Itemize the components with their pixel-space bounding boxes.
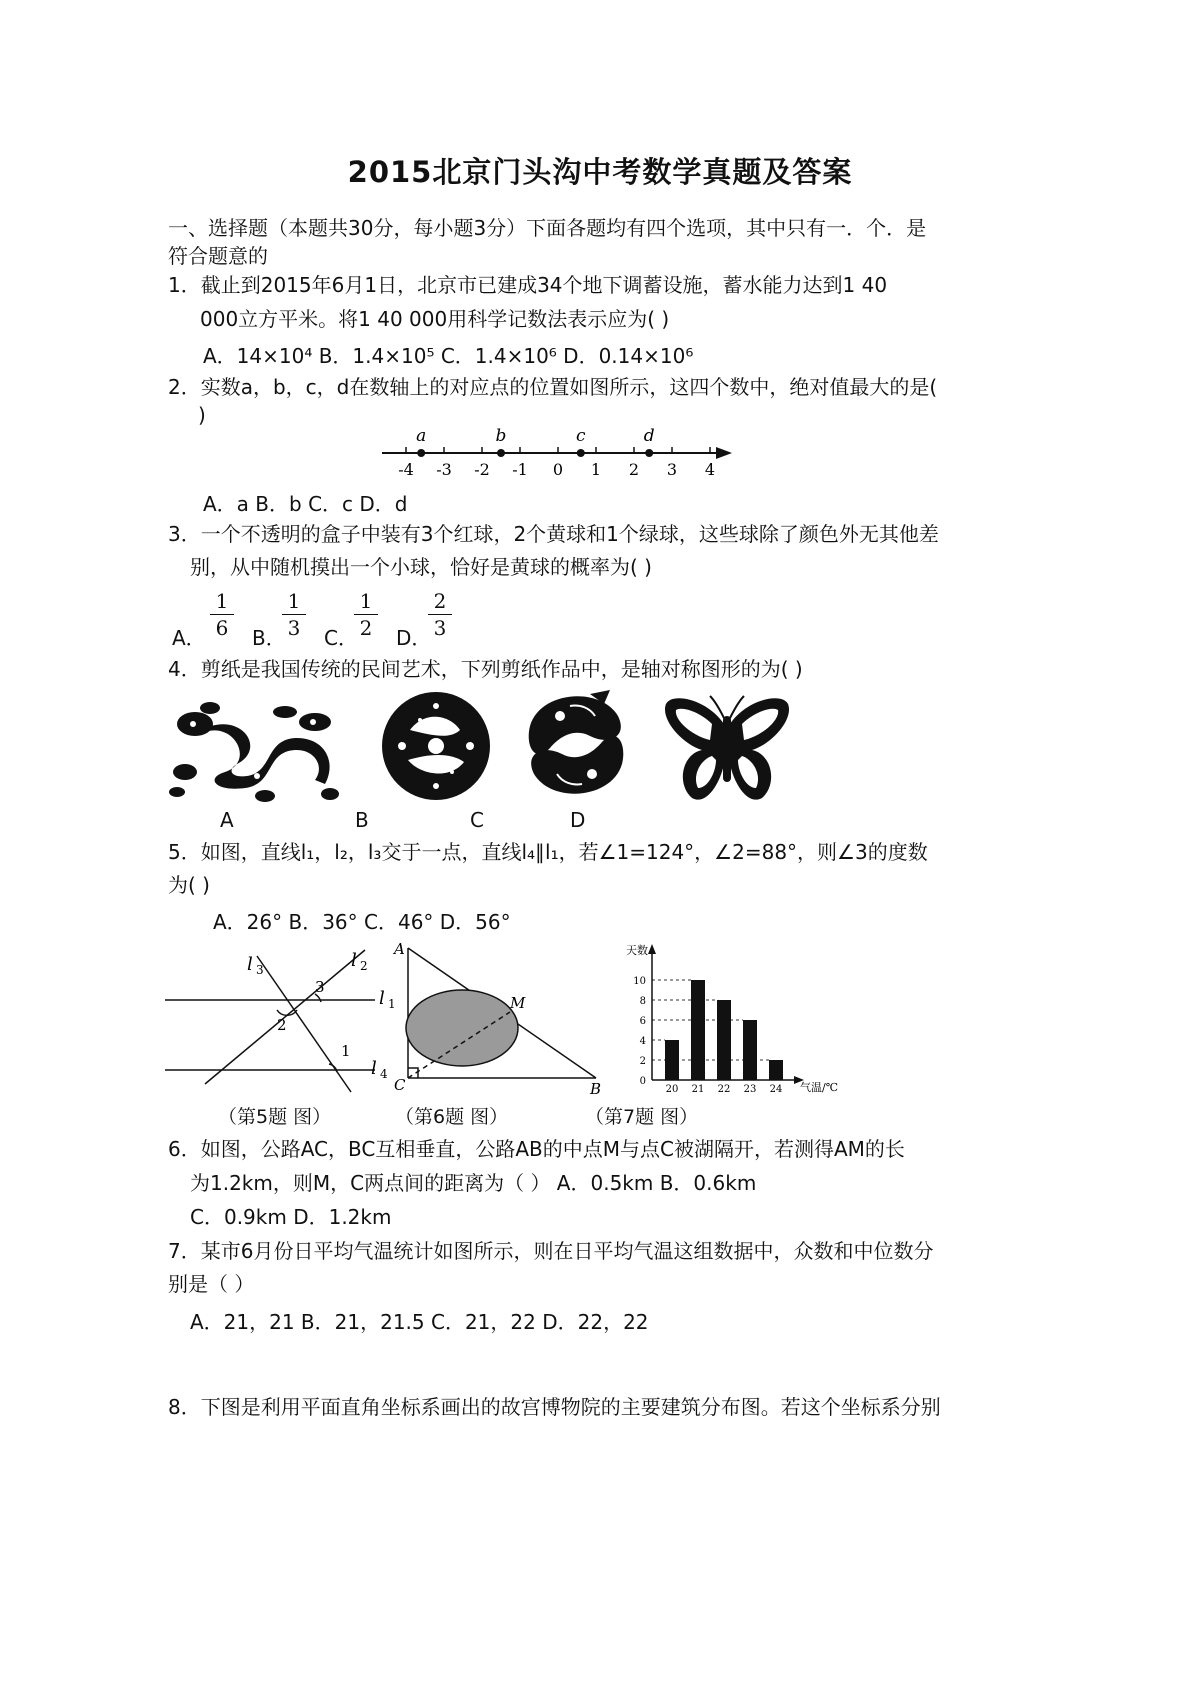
chart-xtick-label: 24 bbox=[769, 1084, 783, 1095]
q2-line2: ) bbox=[198, 403, 206, 427]
chart-xtick-label: 21 bbox=[691, 1084, 705, 1095]
q3-fraction-b bbox=[282, 588, 306, 641]
fish-papercut-icon bbox=[520, 686, 632, 804]
fraction-numerator: 1 bbox=[354, 588, 378, 615]
butterfly-papercut-icon bbox=[662, 694, 792, 806]
q7-line1: 7．某市6月份日平均气温统计如图所示，则在日平均气温这组数据中，众数和中位数分 bbox=[168, 1239, 934, 1263]
numberline-point-c bbox=[577, 449, 585, 457]
q1-line2: 000立方平米。将1 40 000用科学记数法表示应为( ) bbox=[200, 307, 670, 331]
chart-ytick-label: 4 bbox=[639, 1036, 646, 1047]
numberline-point-label: c bbox=[576, 426, 586, 446]
fig6-label-a: A bbox=[394, 940, 405, 958]
dragon-papercut-icon bbox=[165, 692, 345, 804]
q4-label-c: C bbox=[470, 808, 484, 832]
q4-label-a: A bbox=[220, 808, 234, 832]
q6-line2: 为1.2km，则M，C两点间的距离为（ ） A．0.5km B．0.6km bbox=[190, 1171, 757, 1195]
chart-bar-20 bbox=[665, 1040, 679, 1080]
fig6-label-c: C bbox=[394, 1076, 406, 1094]
numberline-tick-label: 1 bbox=[590, 460, 602, 479]
q3-fraction-c bbox=[354, 588, 378, 641]
figure-5-parallel-lines bbox=[165, 946, 405, 1096]
round-papercut-icon bbox=[380, 690, 492, 802]
fig5-sub-1: 1 bbox=[388, 997, 396, 1011]
fig5-sub-2: 2 bbox=[360, 959, 368, 973]
chart-xtick-label: 20 bbox=[665, 1084, 679, 1095]
chart-bar-22 bbox=[717, 1000, 731, 1080]
fig5-angle-1: 1 bbox=[341, 1042, 351, 1060]
fraction-denominator: 2 bbox=[359, 616, 373, 640]
q8-line1: 8．下图是利用平面直角坐标系画出的故宫博物院的主要建筑分布图。若这个坐标系分别 bbox=[168, 1395, 941, 1419]
fig5-label-l2: l bbox=[351, 950, 357, 971]
numberline-tick-label: 4 bbox=[704, 460, 716, 479]
numberline-point-a bbox=[417, 449, 425, 457]
section-header-line1: 一、选择题（本题共30分，每小题3分）下面各题均有四个选项，其中只有一．个．是 bbox=[168, 216, 927, 240]
q4-label-d: D bbox=[570, 808, 586, 832]
q3-option-b: B． bbox=[252, 626, 286, 650]
q4-label-b: B bbox=[355, 808, 369, 832]
chart-bar-21 bbox=[691, 980, 705, 1080]
fig5-label-l4: l bbox=[371, 1058, 377, 1079]
fig5-sub-4: 4 bbox=[380, 1067, 388, 1081]
q5-line2: 为( ) bbox=[168, 873, 210, 897]
numberline-point-label: d bbox=[643, 426, 655, 446]
fraction-numerator: 1 bbox=[282, 588, 306, 615]
fig6-label-b: B bbox=[590, 1080, 602, 1098]
q6-line3: C．0.9km D．1.2km bbox=[190, 1205, 392, 1229]
q4-line1: 4．剪纸是我国传统的民间艺术，下列剪纸作品中，是轴对称图形的为( ) bbox=[168, 657, 803, 681]
fraction-numerator: 2 bbox=[428, 588, 452, 615]
fraction-numerator: 1 bbox=[210, 588, 234, 615]
section-header-line2: 符合题意的 bbox=[168, 244, 268, 268]
fig5-angle-3: 3 bbox=[315, 978, 325, 996]
caption-figure-7: （第7题 图） bbox=[585, 1106, 699, 1128]
chart-xlabel: 气温/℃ bbox=[800, 1081, 839, 1094]
q3-line2: 别，从中随机摸出一个小球，恰好是黄球的概率为( ) bbox=[190, 555, 652, 579]
chart-ytick-label: 10 bbox=[633, 976, 646, 987]
chart-ytick-label: 0 bbox=[639, 1076, 646, 1087]
page-title: 2015北京门头沟中考数学真题及答案 bbox=[347, 155, 853, 189]
numberline-point-d bbox=[645, 449, 653, 457]
fig5-label-l3: l bbox=[247, 954, 253, 975]
fraction-denominator: 3 bbox=[287, 616, 301, 640]
fraction-denominator: 3 bbox=[433, 616, 447, 640]
caption-figure-5: （第5题 图） bbox=[218, 1106, 332, 1128]
q5-line1: 5．如图，直线l₁，l₂，l₃交于一点，直线l₄∥l₁，若∠1=124°，∠2=88°，则∠3的度数 bbox=[168, 840, 928, 864]
numberline-tick-label: 2 bbox=[628, 460, 640, 479]
chart-bar-24 bbox=[769, 1060, 783, 1080]
q7-options: A．21，21 B．21，21.5 C．21，22 D．22，22 bbox=[190, 1310, 649, 1334]
numberline-point-b bbox=[497, 449, 505, 457]
figure-6-triangle-lake bbox=[390, 940, 630, 1100]
numberline-tick-label: 0 bbox=[552, 460, 564, 479]
q3-fraction-d bbox=[428, 588, 452, 641]
q1-options: A．14×10⁴ B．1.4×10⁵ C．1.4×10⁶ D．0.14×10⁶ bbox=[203, 344, 694, 368]
chart-ytick-label: 8 bbox=[639, 996, 646, 1007]
q3-fraction-a bbox=[210, 588, 234, 641]
q2-options: A．a B．b C．c D．d bbox=[203, 492, 408, 516]
chart-xtick-label: 23 bbox=[743, 1084, 757, 1095]
numberline-tick-label: 3 bbox=[666, 460, 678, 479]
numberline-tick-label: -1 bbox=[512, 460, 528, 479]
number-line-figure bbox=[370, 425, 740, 485]
chart-ytick-label: 2 bbox=[639, 1056, 646, 1067]
q3-line1: 3．一个不透明的盒子中装有3个红球，2个黄球和1个绿球，这些球除了颜色外无其他差 bbox=[168, 522, 939, 546]
q6-line1: 6．如图，公路AC，BC互相垂直，公路AB的中点M与点C被湖隔开，若测得AM的长 bbox=[168, 1137, 905, 1161]
caption-figure-6: （第6题 图） bbox=[395, 1106, 509, 1128]
fig6-label-m: M bbox=[510, 994, 526, 1012]
q7-line2: 别是（ ） bbox=[168, 1272, 255, 1296]
chart-ytick-label: 6 bbox=[639, 1016, 646, 1027]
numberline-point-label: a bbox=[416, 426, 427, 446]
q2-line1: 2．实数a，b，c，d在数轴上的对应点的位置如图所示，这四个数中，绝对值最大的是( bbox=[168, 375, 938, 399]
chart-bar-23 bbox=[743, 1020, 757, 1080]
fig5-angle-2: 2 bbox=[277, 1016, 287, 1034]
numberline-tick-label: -2 bbox=[474, 460, 490, 479]
q1-line1: 1．截止到2015年6月1日，北京市已建成34个地下调蓄设施，蓄水能力达到1 40 bbox=[168, 273, 888, 297]
q3-option-c: C． bbox=[324, 626, 358, 650]
fig5-sub-3: 3 bbox=[256, 963, 264, 977]
figure-7-bar-chart bbox=[620, 940, 860, 1100]
fig5-label-l1: l bbox=[379, 988, 385, 1009]
q5-options: A．26° B．36° C．46° D．56° bbox=[213, 910, 511, 934]
numberline-tick-label: -3 bbox=[436, 460, 452, 479]
numberline-tick-label: -4 bbox=[398, 460, 414, 479]
chart-xtick-label: 22 bbox=[717, 1084, 731, 1095]
q3-option-d: D． bbox=[396, 626, 432, 650]
chart-ylabel: 天数 bbox=[626, 944, 648, 957]
numberline-point-label: b bbox=[495, 426, 507, 446]
fraction-denominator: 6 bbox=[215, 616, 229, 640]
q3-option-a: A． bbox=[172, 626, 206, 650]
